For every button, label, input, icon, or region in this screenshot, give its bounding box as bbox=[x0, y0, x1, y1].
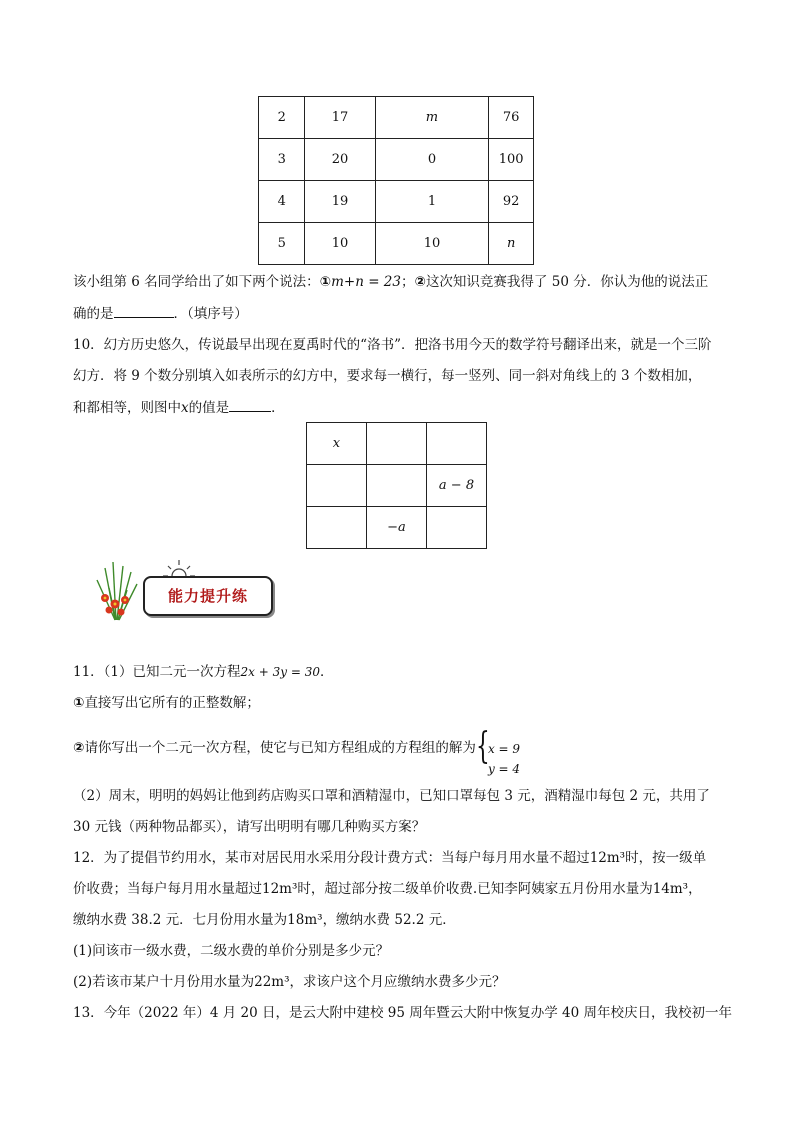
table-row bbox=[259, 97, 534, 139]
table-row bbox=[259, 139, 534, 181]
answer-blank[interactable] bbox=[229, 397, 271, 412]
q12-line-1: 12．为了提倡节约用水，某市对居民用水采用分段计费方式：当每户每月用水量不超过12m³时，按一级单 bbox=[73, 850, 707, 866]
q11-part2-line-2: 30 元钱（两种物品都买），请写出明明有哪几种购买方案？ bbox=[73, 819, 426, 835]
magic-square bbox=[306, 422, 487, 549]
table-cell: 0 bbox=[375, 139, 489, 181]
magic-square-cell: x bbox=[307, 423, 367, 465]
q11-line-1: 11．（1）已知二元一次方程2x + 3y = 30． bbox=[73, 664, 334, 680]
answer-blank[interactable] bbox=[114, 303, 174, 318]
table-cell: 1 bbox=[375, 181, 489, 223]
table-cell: 4 bbox=[259, 181, 305, 223]
table-cell: 10 bbox=[375, 223, 489, 265]
table-cell: 10 bbox=[305, 223, 375, 265]
table-cell: 76 bbox=[489, 97, 534, 139]
q9-answer-line: 确的是 ．（填序号） bbox=[73, 303, 248, 324]
q11-sub-1: ①直接写出它所有的正整数解； bbox=[73, 695, 260, 711]
magic-square-cell bbox=[307, 507, 367, 549]
q12-sub-1: (1)问该市一级水费，二级水费的单价分别是多少元？ bbox=[73, 943, 390, 959]
table-cell: 3 bbox=[259, 139, 305, 181]
magic-square-cell bbox=[427, 507, 487, 549]
table-row bbox=[259, 181, 534, 223]
table-cell: m bbox=[375, 97, 489, 139]
q11-part2-line-1: （2）周末，明明的妈妈让他到药店购买口罩和酒精湿巾，已知口罩每包 3 元，酒精湿巾每包 2 元，共用了 bbox=[73, 788, 710, 804]
q10-line-3: 和都相等，则图中x的值是 ． bbox=[73, 397, 285, 418]
magic-square-cell bbox=[366, 465, 426, 507]
magic-square-cell bbox=[307, 465, 367, 507]
q9-statement-line: 该小组第 6 名同学给出了如下两个说法：①m+n = 23；②这次知识竞赛我得了 50 分．你认为他的说法正 bbox=[73, 274, 709, 290]
flower-bouquet-icon bbox=[85, 558, 149, 622]
score-table bbox=[258, 96, 534, 265]
ability-section-banner bbox=[85, 558, 275, 622]
table-cell: n bbox=[489, 223, 534, 265]
magic-square-row bbox=[307, 507, 487, 549]
q12-sub-2: (2)若该市某户十月份用水量为22m³，求该户这个月应缴纳水费多少元？ bbox=[73, 974, 506, 990]
q13-line-1: 13．今年（2022 年）4 月 20 日，是云大附中建校 95 周年暨云大附中恢复办学 40 周年校庆日，我校初一年 bbox=[73, 1005, 732, 1021]
magic-square-row bbox=[307, 465, 487, 507]
table-cell: 20 bbox=[305, 139, 375, 181]
banner-box bbox=[143, 576, 273, 616]
magic-square-cell: a − 8 bbox=[427, 465, 487, 507]
q9-equation: m+n = 23 bbox=[331, 274, 401, 290]
q10-line-1: 10．幻方历史悠久，传说最早出现在夏禹时代的“洛书”．把洛书用今天的数学符号翻译出来，就是一个三阶 bbox=[73, 337, 712, 353]
magic-square-cell: −a bbox=[366, 507, 426, 549]
table-cell: 2 bbox=[259, 97, 305, 139]
magic-square-cell bbox=[366, 423, 426, 465]
table-cell: 92 bbox=[489, 181, 534, 223]
q10-line-2: 幻方．将 9 个数分别填入如表所示的幻方中，要求每一横行，每一竖列、同一斜对角线上的 3 个数相加， bbox=[73, 368, 702, 384]
magic-square-row bbox=[307, 423, 487, 465]
banner-title: 能力提升练 bbox=[167, 587, 248, 605]
q12-line-3: 缴纳水费 38.2 元．七月份用水量为18m³，缴纳水费 52.2 元． bbox=[73, 912, 456, 928]
solution-system: { x = 9 y = 4 bbox=[475, 725, 521, 776]
q11-sub-2: ②请你写出一个二元一次方程，使它与已知方程组成的方程组的解为 { x = 9 y = 4 bbox=[73, 728, 524, 769]
table-cell: 19 bbox=[305, 181, 375, 223]
magic-square-cell bbox=[427, 423, 487, 465]
table-cell: 17 bbox=[305, 97, 375, 139]
table-cell: 5 bbox=[259, 223, 305, 265]
table-row bbox=[259, 223, 534, 265]
table-cell: 100 bbox=[489, 139, 534, 181]
q12-line-2: 价收费；当每户每月用水量超过12m³时，超过部分按二级单价收费.已知李阿姨家五月份用水量为14m³， bbox=[73, 881, 702, 897]
